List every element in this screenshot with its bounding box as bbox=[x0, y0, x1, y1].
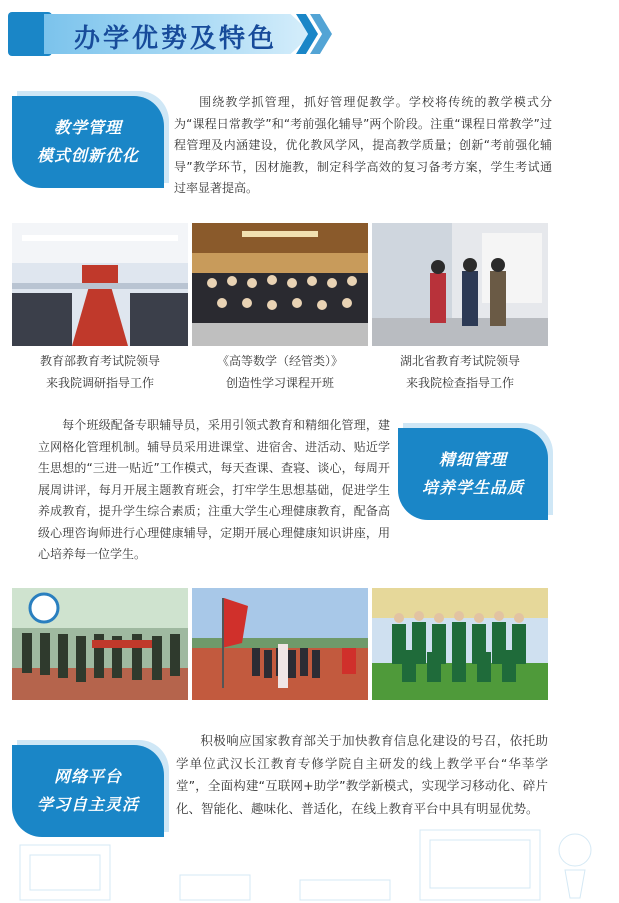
section-paragraph-management: 每个班级配备专职辅导员，采用引领式教育和精细化管理，建立网格化管理机制。辅导员采用进课堂、进宿舍、进活动、贴近学生思想的“三进一贴近”工作模式，每天查课、查寝、谈心，每周开展周讲评，每月开展主题教育班会，打牢学生思想基础，促进学生养成教育，提升学生综合素质；注重大学生心理健康教育，配备高级心理咨询师进行心理健康辅导，定期开展心理健康知识讲座，用心培养每一位学生。 bbox=[38, 418, 390, 561]
section-tag-teaching bbox=[12, 96, 164, 188]
tag-line: 培养学生品质 bbox=[421, 478, 524, 497]
tag-line: 模式创新优化 bbox=[36, 146, 139, 165]
section-paragraph-network: 积极响应国家教育部关于加快教育信息化建设的号召，依托助学单位武汉长江教育专修学院自主研发的线上教学平台“华莘学堂”，全面构建“互联网+助学”教学新模式，实现学习移动化、碎片化、智能化、趣味化、普适化，在线上教育平台中具有明显优势。 bbox=[176, 733, 548, 816]
photo-caption: 《高等数学（经管类）》 创造性学习课程开班 bbox=[216, 354, 343, 390]
photo-football-team bbox=[372, 588, 548, 700]
page-title: 办学优势及特色 bbox=[74, 24, 278, 54]
section-paragraph-teaching: 围绕教学抓管理，抓好管理促教学。学校将传统的教学模式分为“课程日常教学”和“考前强化辅导”两个阶段。注重“课程日常教学”过程管理及内涵建设，优化教风学风，提高教学质量；创新“考前强化辅导”教学环节，因材施教，制定科学高效的复习备考方案，学生考试通过率显著提高。 bbox=[174, 95, 552, 195]
photo-class-group bbox=[192, 223, 368, 346]
tag-line: 网络平台 bbox=[53, 767, 122, 786]
tag-line: 精细管理 bbox=[438, 450, 507, 469]
photo-caption: 湖北省教育考试院领导 来我院检查指导工作 bbox=[399, 354, 520, 390]
section-tag-management bbox=[398, 428, 548, 520]
photo-caption: 教育部教育考试院领导 来我院调研指导工作 bbox=[39, 354, 160, 390]
photo-parade bbox=[12, 588, 188, 700]
tag-line: 教学管理 bbox=[53, 118, 122, 137]
photo-sports-meet bbox=[192, 588, 368, 700]
tag-line: 学习自主灵活 bbox=[36, 795, 139, 814]
photo-inspection bbox=[372, 223, 548, 346]
photo-meeting bbox=[12, 223, 188, 346]
background-sketch bbox=[0, 820, 619, 903]
